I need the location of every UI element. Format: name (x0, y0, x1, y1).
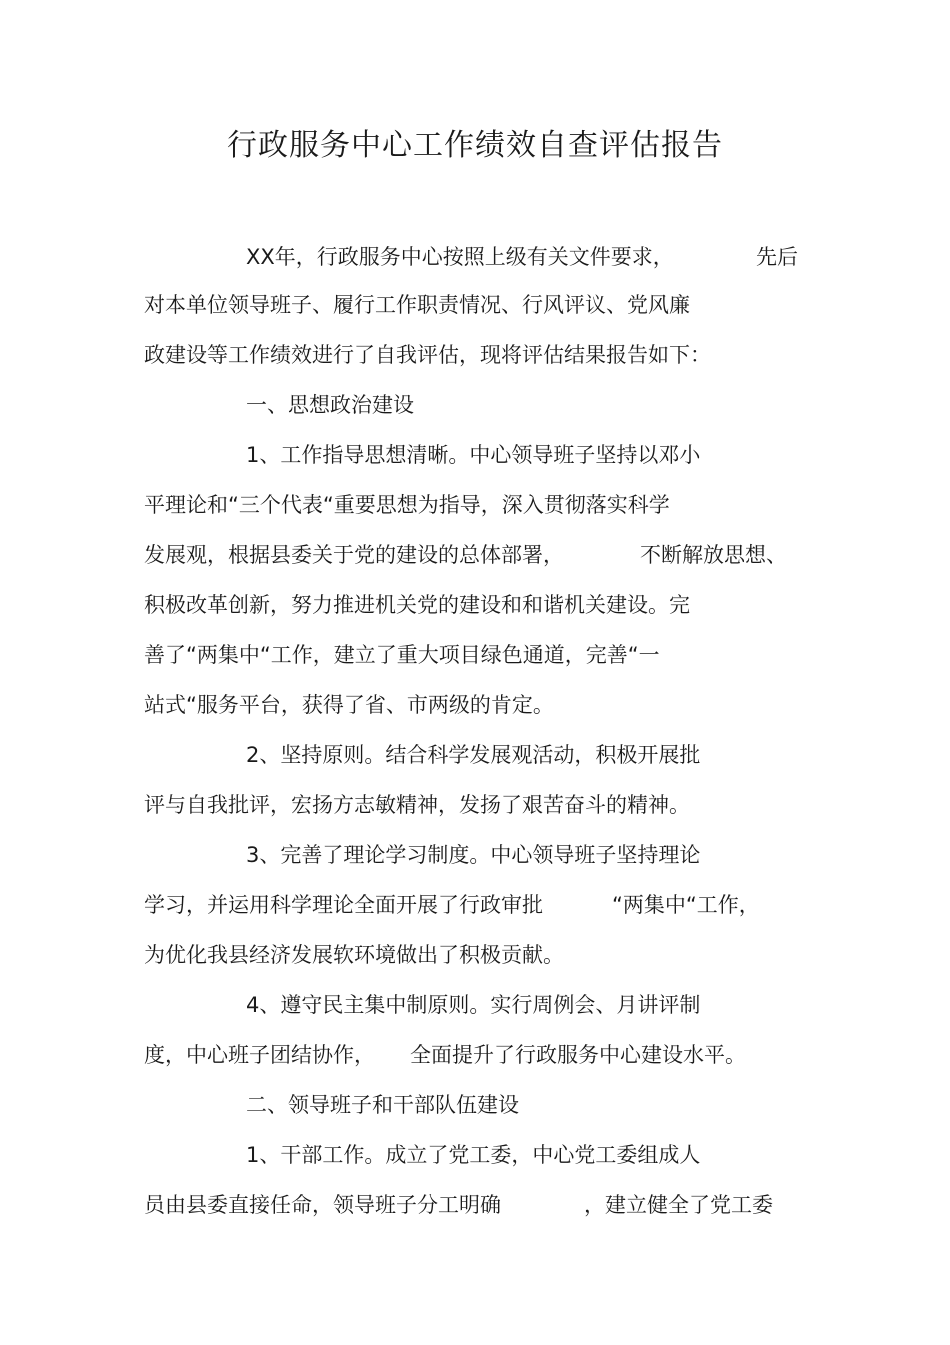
text-line: XX年，行政服务中心按照上级有关文件要求， (246, 245, 674, 269)
text-line: 3、完善了理论学习制度。中心领导班子坚持理论 (246, 843, 701, 867)
text-line: 学习，并运用科学理论全面开展了行政审批 (144, 893, 543, 917)
text-line: 发展观，根据县委关于党的建设的总体部署， (144, 543, 564, 567)
text-line: 为优化我县经济发展软环境做出了积极贡献。 (144, 943, 564, 967)
text-line: 度，中心班子团结协作， (144, 1043, 375, 1067)
text-line: 对本单位领导班子、履行工作职责情况、行风评议、党风廉 (144, 293, 690, 317)
text-line: 1、工作指导思想清晰。中心领导班子坚持以邓小 (246, 443, 701, 467)
text-line: 平理论和“三个代表“重要思想为指导，深入贯彻落实科学 (144, 493, 670, 517)
text-line: 员由县委直接任命，领导班子分工明确 (144, 1193, 501, 1217)
section-heading: 二、领导班子和干部队伍建设 (246, 1093, 519, 1117)
text-line: 全面提升了行政服务中心建设水平。 (410, 1043, 746, 1067)
text-line: 4、遵守民主集中制原则。实行周例会、月讲评制 (246, 993, 701, 1017)
text-line: “两集中“工作， (612, 893, 760, 917)
text-line: 1、干部工作。成立了党工委，中心党工委组成人 (246, 1143, 701, 1167)
text-line: 政建设等工作绩效进行了自我评估，现将评估结果报告如下： (144, 343, 711, 367)
section-heading: 一、思想政治建设 (246, 393, 414, 417)
text-line: 2、坚持原则。结合科学发展观活动，积极开展批 (246, 743, 701, 767)
text-line: ，建立健全了党工委 (584, 1193, 773, 1217)
text-line: 先后 (756, 245, 798, 269)
text-line: 评与自我批评，宏扬方志敏精神，发扬了艰苦奋斗的精神。 (144, 793, 690, 817)
text-line: 站式“服务平台，获得了省、市两级的肯定。 (144, 693, 554, 717)
document-title: 行政服务中心工作绩效自查评估报告 (227, 128, 723, 163)
text-line: 善了“两集中“工作，建立了重大项目绿色通道，完善“一 (144, 643, 660, 667)
text-line: 积极改革创新，努力推进机关党的建设和和谐机关建设。完 (144, 593, 690, 617)
text-line: 不断解放思想、 (640, 543, 787, 567)
